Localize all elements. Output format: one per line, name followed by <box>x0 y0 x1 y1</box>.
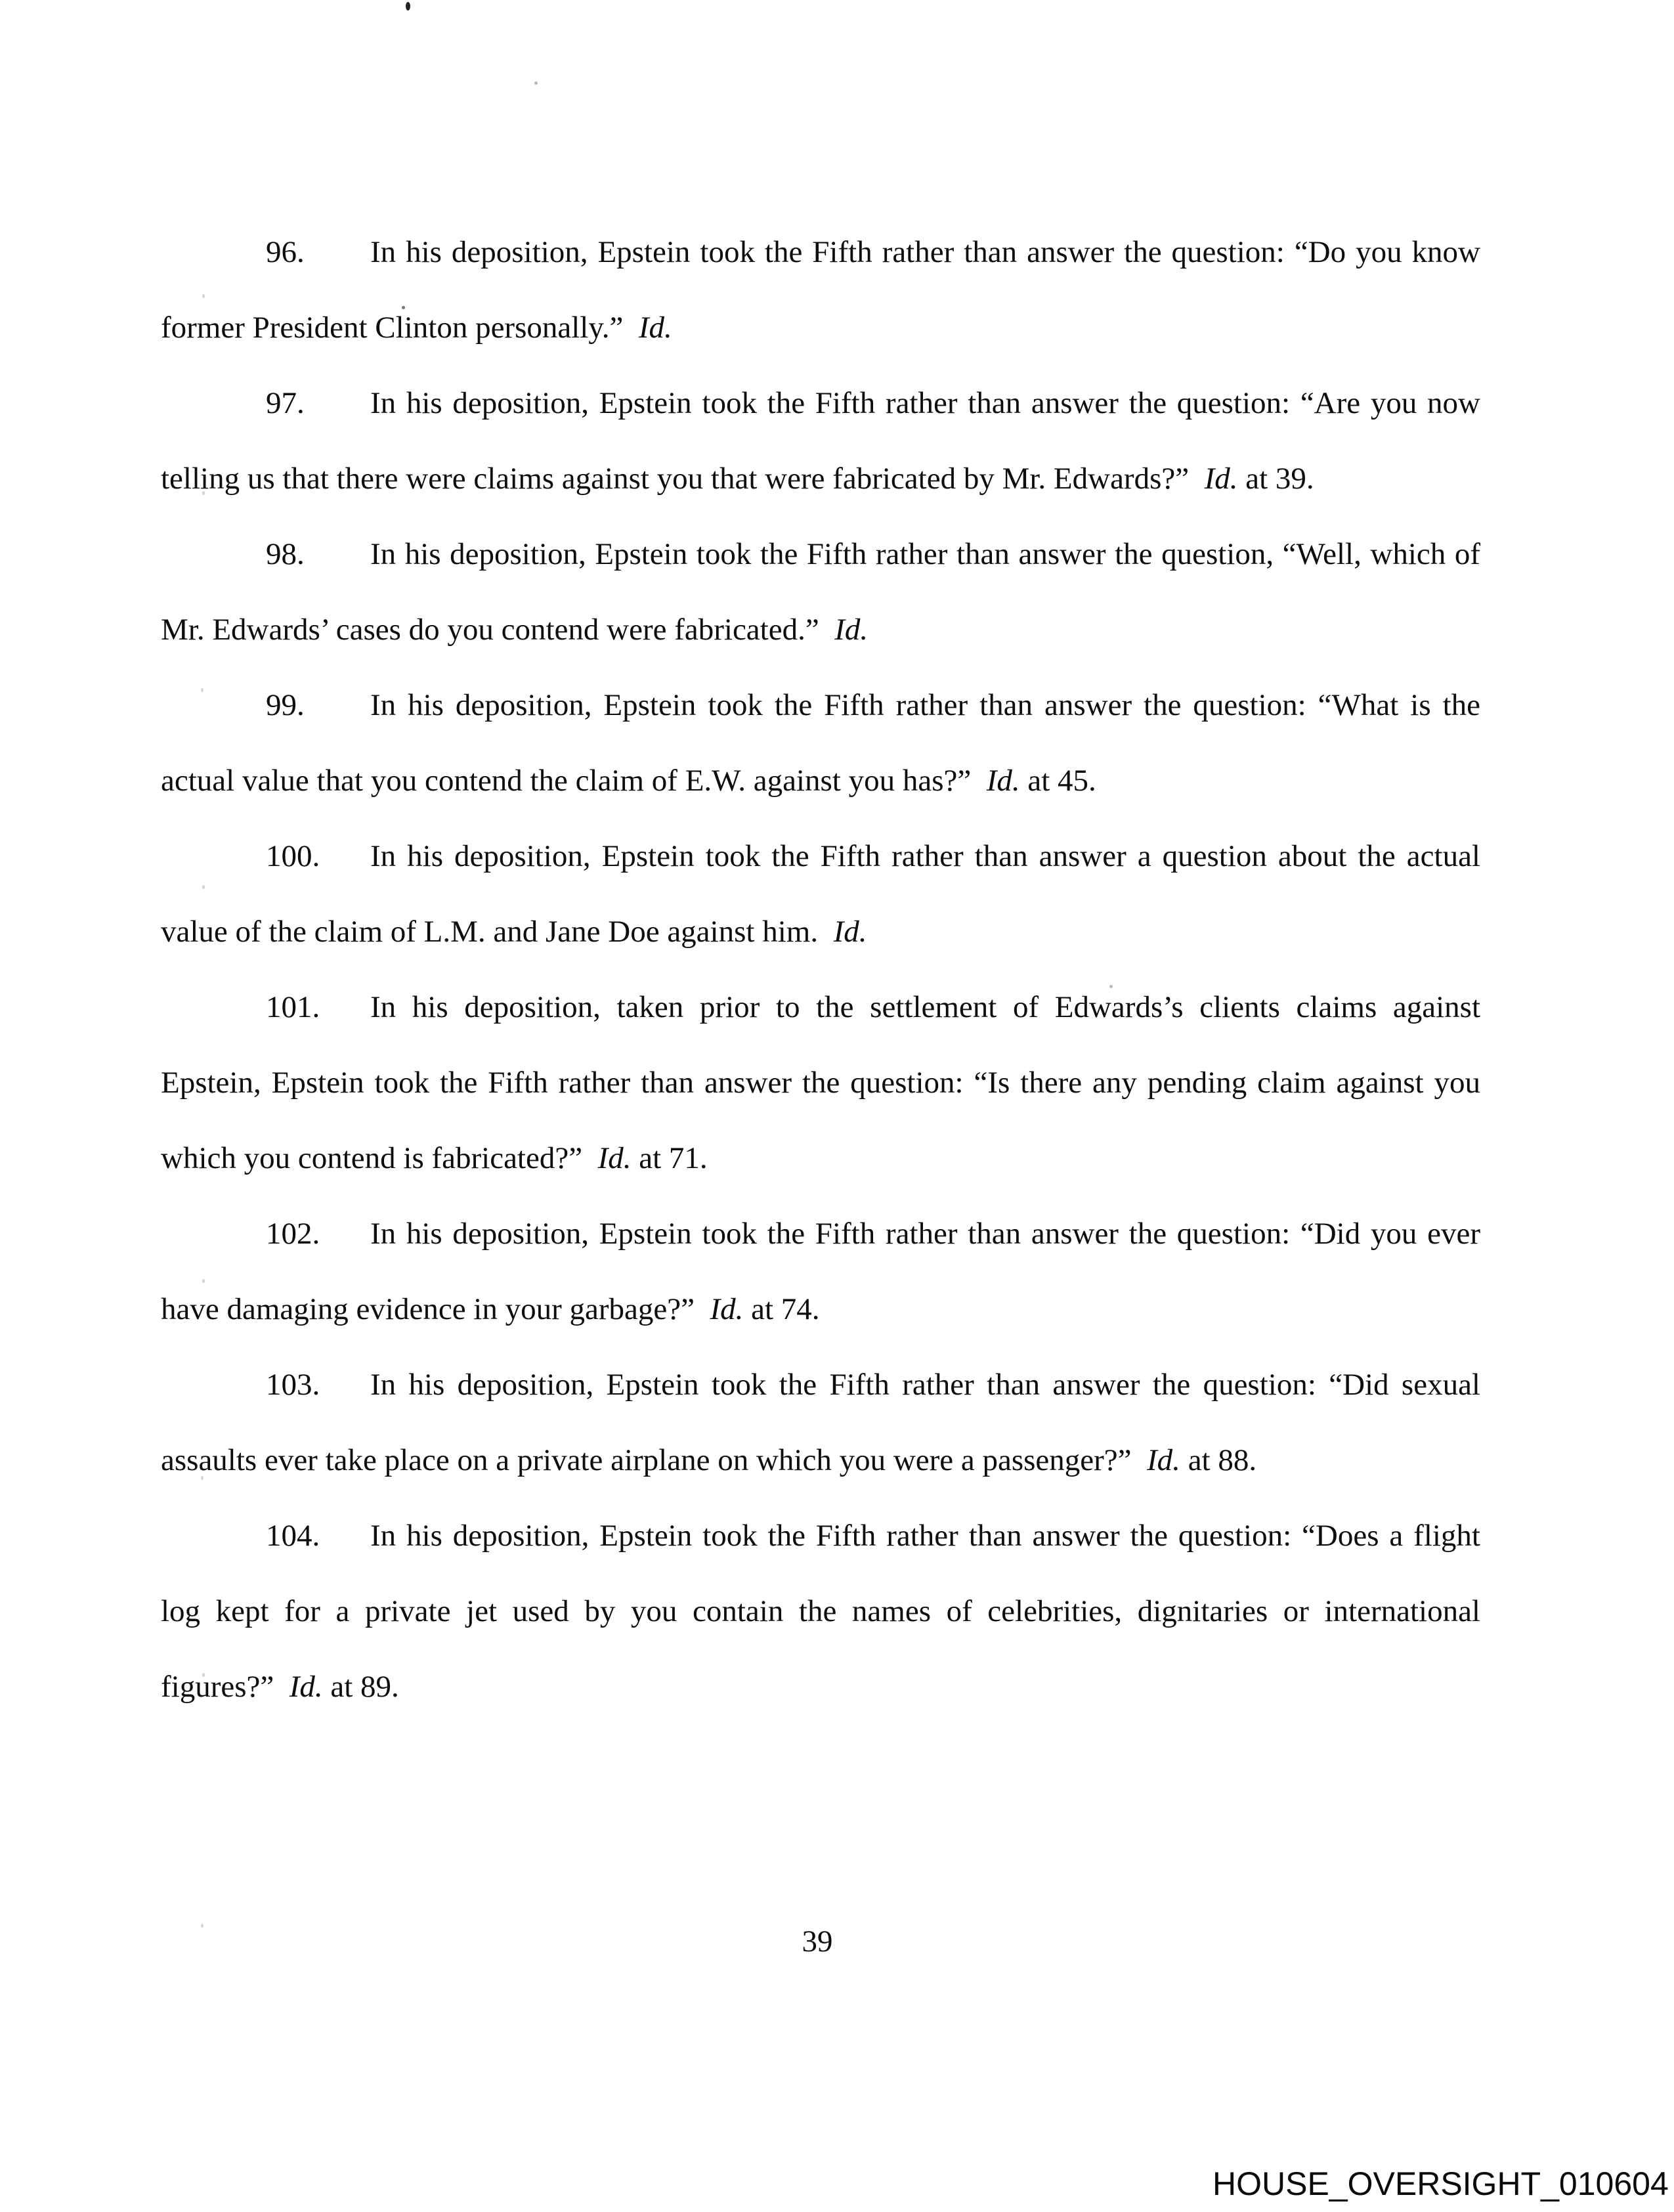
paragraph-text: In his deposition, Epstein took the Fifth rather than answer the question: “Did sexual assaults ever take place on a private airplane on which you were a passenger?” <box>161 1368 1480 1477</box>
citation-italic: Id. <box>289 1670 323 1704</box>
citation-italic: Id. <box>638 311 672 345</box>
paragraph-number: 102. <box>266 1217 320 1251</box>
citation-italic: Id. <box>834 613 869 647</box>
paragraph-text: at 88. <box>1180 1443 1257 1477</box>
scan-speck <box>406 2 410 11</box>
paragraph-number: 104. <box>266 1519 320 1553</box>
paragraph-text: at 89. <box>322 1670 399 1704</box>
paragraph-number: 98. <box>266 537 305 571</box>
paragraph-text: In his deposition, Epstein took the Fifth rather than answer a question about the actual value of the claim of L.M. and Jane Doe against him. <box>161 839 1480 949</box>
bates-stamp: HOUSE_OVERSIGHT_010604 <box>1213 2165 1669 2202</box>
paragraph-text: In his deposition, taken prior to the settlement of Edwards’s clients claims against Epstein, Epstein took the Fifth rather than answer the question: “Is there any pending claim against you which you contend is fabricated?” <box>161 990 1480 1175</box>
paragraph-text: In his deposition, Epstein took the Fifth rather than answer the question: “Are you now telling us that there were claims against you that were fabricated by Mr. Edwards?” <box>161 386 1480 496</box>
paragraph-text: In his deposition, Epstein took the Fifth rather than answer the question: “Did you ever have damaging evidence in your garbage?” <box>161 1217 1480 1326</box>
paragraph-number: 101. <box>266 990 320 1024</box>
citation-italic: Id. <box>1204 462 1238 496</box>
paragraph-number: 97. <box>266 386 305 420</box>
paragraph <box>161 517 1480 668</box>
paragraph-text: In his deposition, Epstein took the Fifth rather than answer the question: “What is the actual value that you contend the claim of E.W. against you has?” <box>161 688 1480 798</box>
paragraph-text: at 71. <box>631 1141 708 1175</box>
citation-italic: Id. <box>833 915 867 949</box>
paragraph-text: In his deposition, Epstein took the Fifth rather than answer the question: “Do you know former President Clinton personally.” <box>161 235 1480 345</box>
paragraph <box>161 215 1480 366</box>
paragraph <box>161 970 1480 1196</box>
citation-italic: Id. <box>710 1292 744 1326</box>
scan-speck <box>534 81 538 85</box>
paragraph-number: 100. <box>266 839 320 873</box>
paragraph-number: 96. <box>266 235 305 269</box>
paragraph <box>161 366 1480 517</box>
paragraph <box>161 668 1480 819</box>
paragraph-text: at 45. <box>1019 764 1096 798</box>
document-body <box>161 215 1480 1725</box>
paragraph-text: In his deposition, Epstein took the Fifth rather than answer the question, “Well, which of Mr. Edwards’ cases do you contend were fabricated.” <box>161 537 1480 647</box>
paragraph-text: In his deposition, Epstein took the Fifth rather than answer the question: “Does a flight log kept for a private jet used by you contain the names of celebrities, dignitaries or international figures?” <box>161 1519 1480 1704</box>
paragraph-number: 103. <box>266 1368 320 1402</box>
citation-italic: Id. <box>1147 1443 1180 1477</box>
citation-italic: Id. <box>986 764 1020 798</box>
paragraph <box>161 819 1480 970</box>
paragraph-number: 99. <box>266 688 305 722</box>
citation-italic: Id. <box>597 1141 632 1175</box>
paragraph <box>161 1347 1480 1498</box>
paragraph <box>161 1196 1480 1347</box>
paragraph-text: at 74. <box>743 1292 820 1326</box>
paragraph <box>161 1498 1480 1725</box>
paragraph-text: at 39. <box>1237 462 1314 496</box>
page-number: 39 <box>802 1924 833 1959</box>
